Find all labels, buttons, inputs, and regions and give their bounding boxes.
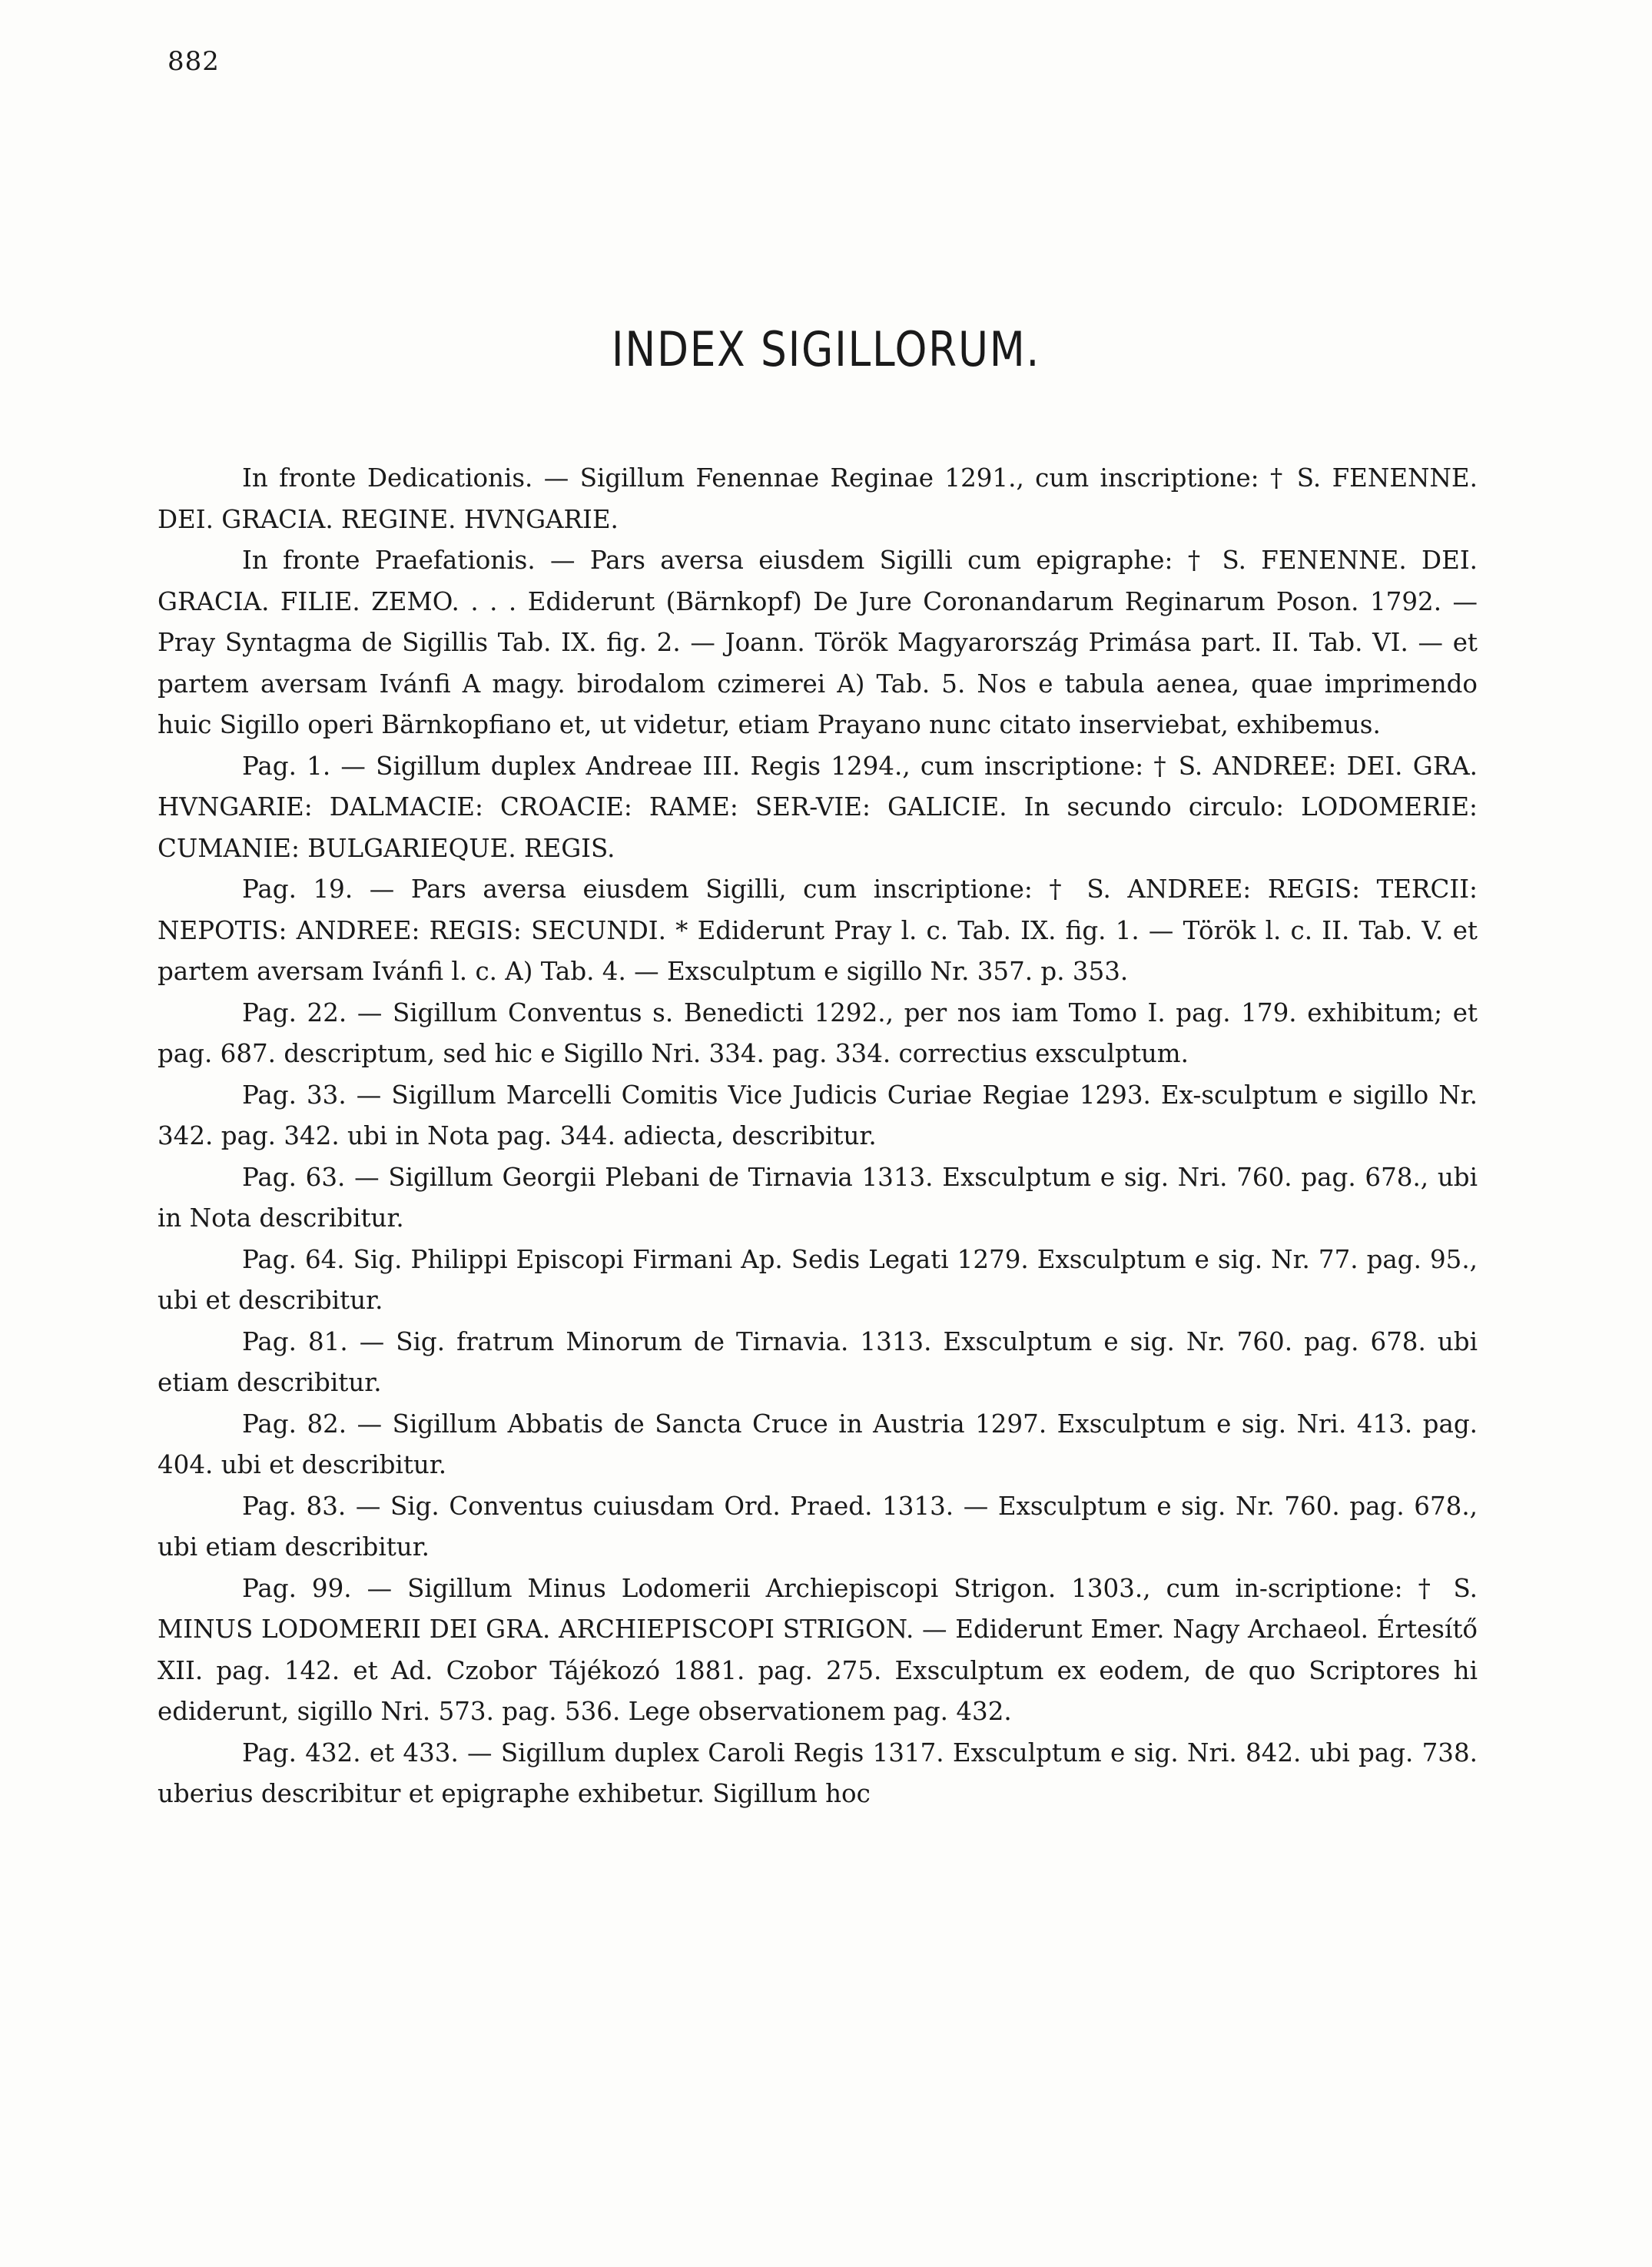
paragraph-pag-64: Pag. 64. Sig. Philippi Episcopi Firmani Ap. Sedis Legati 1279. Exsculptum e sig. Nr. 77. pag. 95., ubi et describitur. [158,1244,1478,1315]
paragraph-pag-33: Pag. 33. — Sigillum Marcelli Comitis Vice Judicis Curiae Regiae 1293. Ex-sculptum e sigillo Nr. 342. pag. 342. ubi in Nota pag. 344. adiecta, describitur. [158,1080,1478,1150]
paragraph-dedicationis: In fronte Dedicationis. — Sigillum Fenennae Reginae 1291., cum inscriptione: † S. FENENNE. DEI. GRACIA. REGINE. HVNGARIE. [158,463,1478,534]
paragraph-pag-1: Pag. 1. — Sigillum duplex Andreae III. Regis 1294., cum inscriptione: † S. ANDREE: DEI. GRA. HVNGARIE: DALMACIE: CROACIE: RAME: SER-VIE: GALICIE. In secundo circulo: LODOMERIE: CUMANIE: BULGARIEQUE. REGIS. [158,751,1478,863]
page-number: 882 [168,46,220,77]
paragraph-pag-99: Pag. 99. — Sigillum Minus Lodomerii Archiepiscopi Strigon. 1303., cum in-scriptione: † S. MINUS LODOMERII DEI GRA. ARCHIEPISCOPI STRIGON. — Ediderunt Emer. Nagy Archaeol. Értesítő XII. pag. 142. et Ad. Czobor Tájékozó 1881. pag. 275. Exsculptum ex eodem, de quo Scriptores hi ediderunt, sigillo Nri. 573. pag. 536. Lege observationem pag. 432. [158,1573,1478,1726]
paragraph-pag-432: Pag. 432. et 433. — Sigillum duplex Caroli Regis 1317. Exsculptum e sig. Nri. 842. ubi pag. 738. uberius describitur et epigraphe exhibetur. Sigillum hoc [158,1738,1478,1808]
paragraph-pag-63: Pag. 63. — Sigillum Georgii Plebani de Tirnavia 1313. Exsculptum e sig. Nri. 760. pag. 678., ubi in Nota describitur. [158,1162,1478,1233]
paragraph-pag-81: Pag. 81. — Sig. fratrum Minorum de Tirnavia. 1313. Exsculptum e sig. Nr. 760. pag. 678. ubi etiam describitur. [158,1326,1478,1397]
paragraph-pag-83: Pag. 83. — Sig. Conventus cuiusdam Ord. Praed. 1313. — Exsculptum e sig. Nr. 760. pag. 678., ubi etiam describitur. [158,1491,1478,1562]
page-title: INDEX SIGILLORUM. [611,321,1041,377]
paragraph-pag-19: Pag. 19. — Pars aversa eiusdem Sigilli, cum inscriptione: † S. ANDREE: REGIS: TERCII: NEPOTIS: ANDREE: REGIS: SECUNDI. * Ediderunt Pray l. c. Tab. IX. fig. 1. — Török l. c. II. Tab. V. et partem aversam Ivánfi l. c. A) Tab. 4. — Exsculptum e sigillo Nr. 357. p. 353. [158,875,1478,986]
index-body [158,458,1478,1815]
paragraph-praefationis: In fronte Praefationis. — Pars aversa eiusdem Sigilli cum epigraphe: † S. FENENNE. DEI. GRACIA. FILIE. ZEMO. . . . Ediderunt (Bärnkopf) De Jure Coronandarum Reginarum Poson. 1792. — Pray Syntagma de Sigillis Tab. IX. fig. 2. — Joann. Török Magyarország Primása part. II. Tab. VI. — et partem aversam Ivánfi A magy. birodalom czimerei A) Tab. 5. Nos e tabula aenea, quae imprimendo huic Sigillo operi Bärnkopfiano et, ut videtur, etiam Prayano nunc citato inserviebat, exhibemus. [158,546,1478,739]
paragraph-pag-22: Pag. 22. — Sigillum Conventus s. Benedicti 1292., per nos iam Tomo I. pag. 179. exhibitum; et pag. 687. descriptum, sed hic e Sigillo Nri. 334. pag. 334. correctius exsculptum. [158,997,1478,1068]
paragraph-pag-82: Pag. 82. — Sigillum Abbatis de Sancta Cruce in Austria 1297. Exsculptum e sig. Nri. 413. pag. 404. ubi et describitur. [158,1409,1478,1479]
